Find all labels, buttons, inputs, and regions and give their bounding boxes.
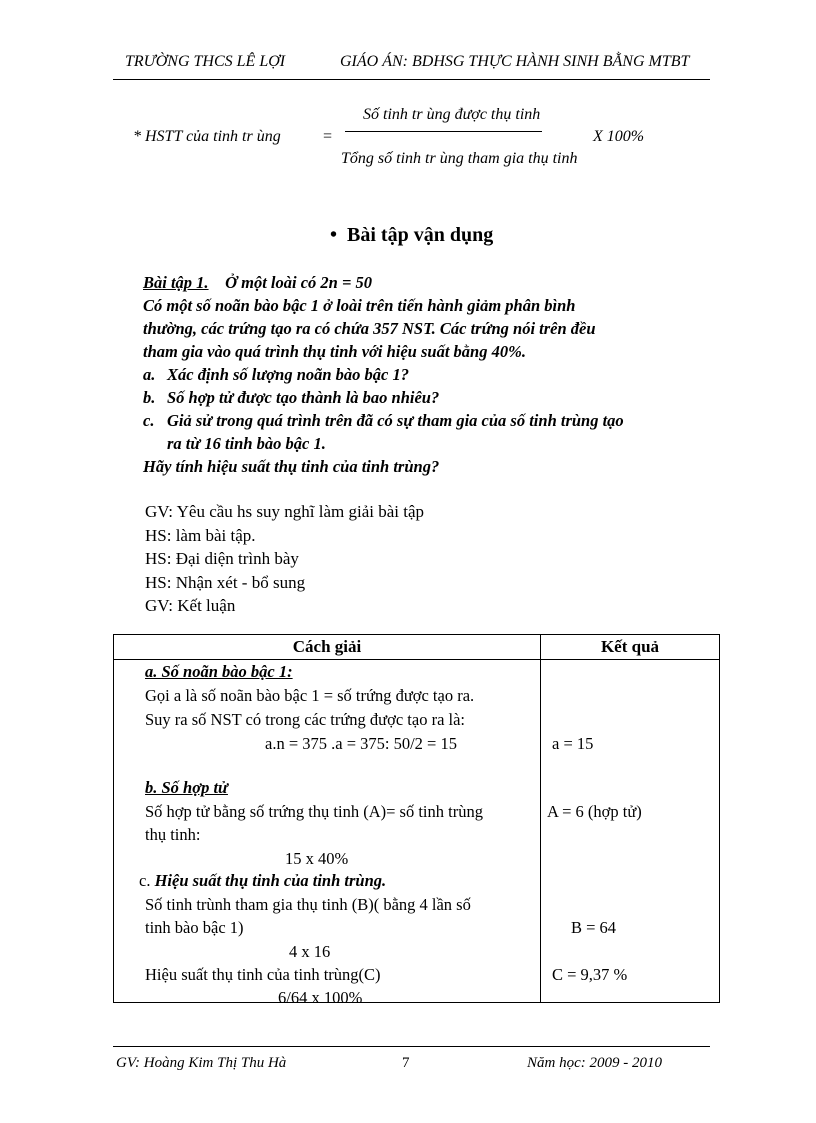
question-text: Xác định số lượng noãn bào bậc 1?	[167, 365, 409, 384]
header-rule	[113, 79, 710, 80]
part-c-line: tinh bào bậc 1)	[145, 918, 244, 937]
exercise-heading	[143, 271, 624, 294]
question-marker: c.	[143, 411, 155, 430]
part-c-calc: 4 x 16	[289, 942, 331, 961]
part-c-calc: 6/64 x 100%	[278, 988, 363, 1007]
part-c-prefix: c.	[139, 871, 155, 890]
formula-label: * HSTT của tinh tr ùng	[133, 128, 281, 145]
question-c-cont: ra từ 16 tinh bào bậc 1.	[167, 434, 326, 453]
formula-denominator: Tổng số tinh tr ùng tham gia thụ tinh	[341, 150, 578, 167]
exercise-premise: Ở một loài có 2n = 50	[225, 273, 372, 292]
footer-rule	[113, 1046, 710, 1047]
activity-item: HS: làm bài tập.	[145, 525, 256, 545]
final-question: Hãy tính hiệu suất thụ tinh của tinh trùng?	[143, 457, 440, 476]
footer-teacher: GV: Hoàng Kim Thị Thu Hà	[116, 1055, 287, 1071]
question-c	[143, 409, 624, 432]
result-a: a = 15	[552, 734, 594, 753]
exercise-line: thường, các trứng tạo ra có chứa 357 NST. Các trứng nói trên đều	[143, 319, 596, 338]
part-b-line: Số hợp tử bằng số trứng thụ tinh (A)= số tinh trùng	[145, 802, 483, 821]
activity-item: GV: Kết luận	[145, 596, 236, 615]
activity-item: GV: Yêu cầu hs suy nghĩ làm giải bài tập	[145, 502, 425, 521]
part-a-title: a. Số noãn bào bậc 1:	[145, 662, 293, 681]
result-b: A = 6 (hợp tử)	[547, 802, 642, 821]
result-c-b: B = 64	[571, 918, 617, 937]
section-title-text: Bài tập vận dụng	[347, 224, 494, 246]
exercise-line: tham gia vào quá trình thụ tinh với hiệu suất bằng 40%.	[143, 342, 526, 361]
fraction-bar	[345, 131, 542, 132]
formula-numerator: Số tinh tr ùng được thụ tinh	[363, 106, 541, 123]
exercise-label: Bài tập 1.	[143, 273, 209, 292]
part-a-line: Gọi a là số noãn bào bậc 1 = số trứng được tạo ra.	[145, 686, 475, 705]
question-marker: b.	[143, 388, 156, 407]
part-c-title	[139, 871, 386, 891]
part-c-title-text: Hiệu suất thụ tinh của tinh trùng.	[154, 871, 387, 890]
question-text: Giả sử trong quá trình trên đã có sự tham gia của số tinh trùng tạo	[167, 411, 624, 430]
question-text: Số hợp tử được tạo thành là bao nhiêu?	[167, 388, 440, 407]
question-a	[143, 363, 624, 386]
part-b-title: b. Số hợp tử	[145, 778, 228, 797]
part-a-line: Suy ra số NST có trong các trứng được tạo ra là:	[145, 710, 466, 729]
formula-equals: =	[322, 128, 333, 145]
part-c-line: Số tinh trùnh tham gia thụ tinh (B)( bằng 4 lần số	[145, 895, 471, 914]
bullet-icon: •	[330, 224, 338, 246]
col-result-header: Kết quả	[541, 635, 720, 660]
result-c-c: C = 9,37 %	[552, 965, 628, 984]
part-c-line: Hiệu suất thụ tinh của tinh trùng(C)	[145, 965, 381, 984]
header-school: TRƯỜNG THCS LÊ LỢI	[125, 53, 286, 70]
part-a-calc: a.n = 375 .a = 375: 50/2 = 15	[265, 734, 457, 753]
solution-cell	[114, 660, 541, 1007]
exercise-line: Có một số noãn bào bậc 1 ở loài trên tiến hành giảm phân bình	[143, 296, 576, 315]
section-title	[330, 224, 493, 247]
page-number: 7	[402, 1055, 410, 1071]
table-header-row	[114, 635, 720, 660]
exercise-block	[143, 271, 624, 478]
activity-item: HS: Đại diện trình bày	[145, 549, 299, 568]
activities-list	[145, 500, 424, 618]
question-marker: a.	[143, 365, 156, 384]
part-b-calc: 15 x 40%	[285, 849, 349, 868]
col-solution-header: Cách giải	[114, 635, 541, 660]
question-b	[143, 386, 624, 409]
result-cell	[541, 660, 720, 1003]
formula-multiplier: X 100%	[593, 128, 645, 145]
header-lesson: GIÁO ÁN: BDHSG THỰC HÀNH SINH BẰNG MTBT	[340, 53, 690, 70]
table-row	[114, 660, 720, 1003]
part-b-line: thụ tinh:	[145, 825, 201, 844]
solution-table	[113, 634, 720, 1007]
activity-item: HS: Nhận xét - bổ sung	[145, 572, 306, 592]
footer-year: Năm học: 2009 - 2010	[527, 1055, 662, 1071]
